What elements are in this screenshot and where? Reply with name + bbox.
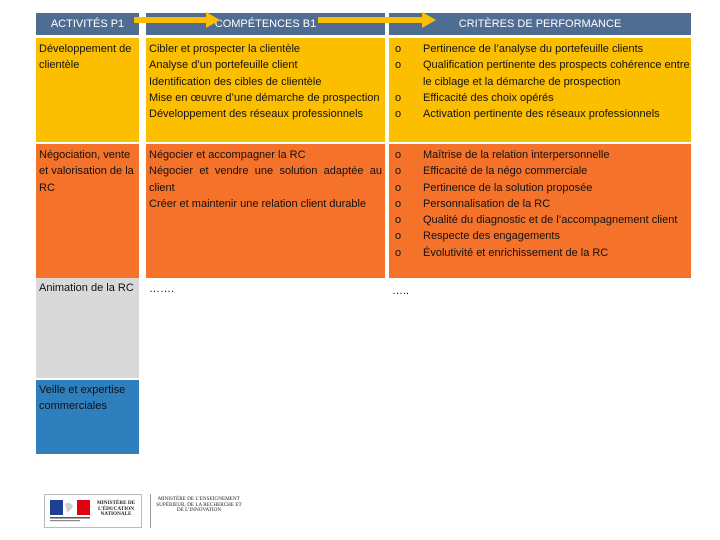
activity-cell-2 <box>36 144 139 278</box>
arrow-right-icon <box>318 12 436 28</box>
bullet-marker: o <box>395 246 402 259</box>
criteria-item: o Personnalisation de la RC <box>389 196 691 212</box>
competence-item: Identification des cibles de clientèle <box>149 75 322 88</box>
activity-cell-3 <box>36 278 139 378</box>
criteria-item: o Évolutivité et enrichissement de la RC <box>389 245 691 261</box>
bullet-marker: o <box>395 197 402 210</box>
bullet-marker: o <box>395 108 402 121</box>
criteria-item: o Respecte des engagements <box>389 228 691 244</box>
criteria-item: o Qualification pertinente des prospects cohérence entre le ciblage et la démarche de prospection <box>389 57 691 90</box>
header-activities <box>36 13 139 35</box>
competence-item: Mise en œuvre d’une démarche de prospection <box>149 91 380 104</box>
criteria-cell-3 <box>389 280 691 380</box>
header-competences-label: COMPÉTENCES B1 <box>214 18 317 30</box>
arrow-right-icon <box>134 12 220 28</box>
competence-item: Développement des réseaux professionnels <box>149 108 364 121</box>
header-criteria-label: CRITÈRES DE PERFORMANCE <box>458 18 622 30</box>
criteria-item: o Pertinence de la solution proposée <box>389 180 691 196</box>
activity-label-1: Développement de clientèle <box>39 43 132 72</box>
bullet-marker: o <box>395 230 402 243</box>
bullet-marker: o <box>395 91 402 104</box>
criteria-item: o Pertinence de l’analyse du portefeuille clients <box>389 41 691 57</box>
competence-title-1: Cibler et prospecter la clientèle <box>149 43 301 55</box>
activity-cell-4 <box>36 380 139 454</box>
criteria-cell-1 <box>389 38 691 142</box>
criteria-item: o Efficacité des choix opérés <box>389 90 691 106</box>
criteria-item: o Activation pertinente des réseaux professionnels <box>389 106 691 122</box>
competences-cell-1 <box>146 38 385 142</box>
criteria-item: o Efficacité de la négo commerciale <box>389 163 691 179</box>
ministry-name-research: MINISTÈRE DE L’ENSEIGNEMENT SUPÉRIEUR, DE LA RECHERCHE ET DE L’INNOVATION <box>156 496 242 514</box>
activity-cell-1 <box>36 38 139 142</box>
competence-item: Négocier et vendre une solution adaptée au client <box>149 165 382 194</box>
criteria-placeholder: ….. <box>392 285 410 297</box>
competence-title-2: Négocier et accompagner la RC <box>149 149 306 161</box>
bullet-marker: o <box>395 165 402 178</box>
bullet-marker: o <box>395 181 402 194</box>
criteria-item: o Maîtrise de la relation interpersonnelle <box>389 147 691 163</box>
competences-cell-3 <box>146 278 385 378</box>
competences-placeholder: ……. <box>149 283 175 295</box>
activity-label-4: Veille et expertise commerciales <box>39 384 126 413</box>
competence-item: Analyse d’un portefeuille client <box>149 59 298 72</box>
competence-item: Créer et maintenir une relation client durable <box>149 197 367 210</box>
criteria-cell-2 <box>389 144 691 278</box>
activity-label-3: Animation de la RC <box>39 282 134 294</box>
ministry-logo-education <box>44 494 142 528</box>
competences-cell-2 <box>146 144 385 278</box>
ministry-logo-research <box>150 494 244 528</box>
bullet-marker: o <box>395 59 402 72</box>
criteria-item: o Qualité du diagnostic et de l’accompagnement client <box>389 212 691 228</box>
activity-label-2: Négociation, vente et valorisation de la RC <box>39 149 134 194</box>
bullet-marker: o <box>395 214 402 227</box>
bullet-marker: o <box>395 149 402 161</box>
ministry-name-education: MINISTÈRE DE L’ÉDUCATION NATIONALE <box>96 500 136 518</box>
marianne-flag-icon <box>50 500 90 522</box>
header-activities-label: ACTIVITÉS P1 <box>50 18 125 30</box>
bullet-marker: o <box>395 43 402 55</box>
